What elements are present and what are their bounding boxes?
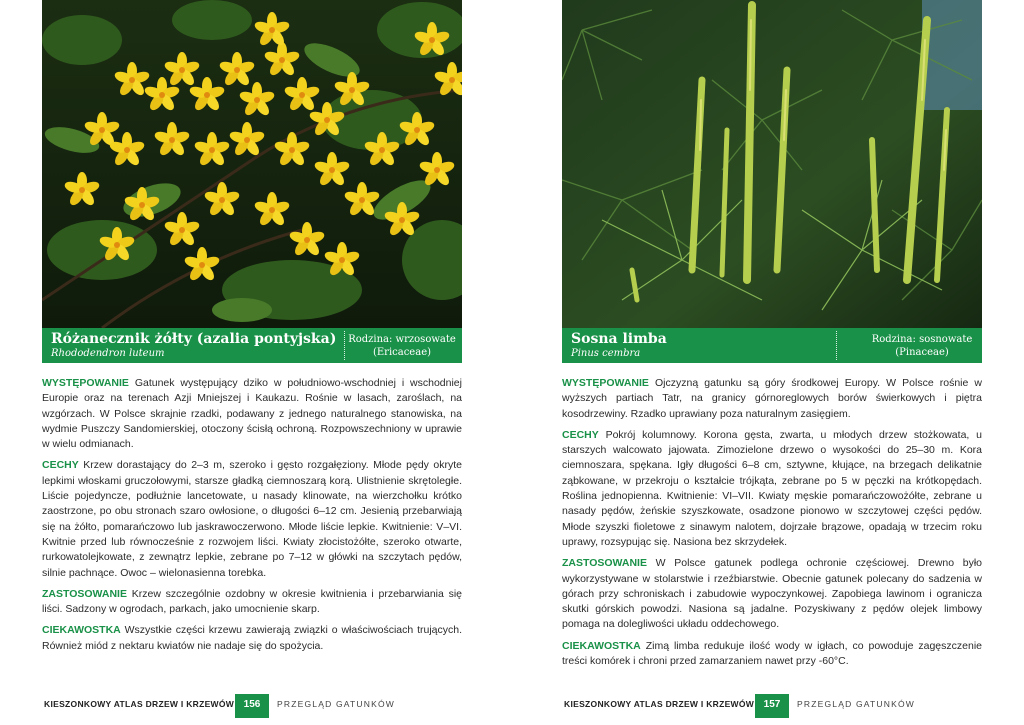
family-name: Rodzina: wrzosowate	[348, 334, 456, 345]
page-number: 157	[755, 694, 789, 718]
latin-name: Rhododendron luteum	[51, 348, 165, 359]
family-latin: (Ericaceae)	[372, 347, 432, 358]
book-title: KIESZONKOWY ATLAS DRZEW I KRZEWÓW	[44, 699, 235, 709]
section-text: Pokrój kolumnowy. Korona gęsta, zwarta, u młodych drzew stożkowata, u starszych walcowato jajowata. Zimozielone drzewo o wysokości do 25–30 m. Kora ciemnoszara, spękana. Igły długości 6–8 cm, sztywne, kłujące, na brzegach delikatnie ząbkowane, w przekroju o kształcie trójkąta, zebrane po 5 w pęczki na krótkopędach. Roślina jednopienna. Kwitnienie: VI–VII. Kwiaty męskie pomarańczowożółte, zebrane u nasady pędów, żeńskie szyszkowate, osadzone pionowo w szczytowej części pędów. Młode szyszki fioletowe z sinawym nalotem, dojrzałe brązowe, opadają w trzecim roku uprawy, rozsypując się. Nasiona bez skrzydełek.	[562, 428, 982, 548]
section-features	[42, 458, 462, 580]
family-name: Rodzina: sosnowate	[871, 334, 973, 345]
book-title: KIESZONKOWY ATLAS DRZEW I KRZEWÓW	[564, 699, 755, 709]
section-heading: ZASTOSOWANIE	[562, 557, 647, 570]
section-use	[42, 587, 462, 618]
section-features	[562, 428, 982, 550]
banner-divider	[344, 331, 345, 360]
section-text: W Polsce gatunek podlega ochronie częściowej. Drewno było wykorzystywane w stolarstwie i rzeźbiarstwie. Obecnie gatunek polecany do sadzenia w górach przy schroniskach i zabudowie wypoczynkowej. Zapobiega lawinom i ogranicza skutki górskich powodzi. Nasiona są jadalne. Pozyskiwany z pędów olejek limbowy pomaga na dolegliwości układu oddechowego.	[562, 557, 982, 631]
section-use	[562, 556, 982, 632]
section-curiosity	[42, 623, 462, 654]
page-number: 156	[235, 694, 269, 718]
section-heading: CIEKAWOSTKA	[562, 639, 641, 652]
section-text: Zimą limba redukuje ilość wody w igłach, co powoduje zagęszczenie treści komórek i chroni przed zamarzaniem nawet przy -60°C.	[562, 639, 982, 668]
family-latin: (Pinaceae)	[895, 347, 949, 358]
pine-photo	[562, 0, 982, 328]
species-name: Różanecznik żółty (azalia pontyjska)	[51, 331, 337, 347]
section-title: PRZEGLĄD GATUNKÓW	[797, 699, 916, 709]
species-name: Sosna limba	[571, 331, 667, 347]
section-heading: ZASTOSOWANIE	[42, 587, 127, 600]
section-heading: CECHY	[42, 459, 79, 472]
section-heading: WYSTĘPOWANIE	[42, 377, 129, 389]
section-text: Wszystkie części krzewu zawierają związki o właściwościach trujących. Również miód z nektaru kwiatów nie nadaje się do spożycia.	[42, 624, 462, 652]
section-heading: CECHY	[562, 428, 599, 441]
section-occurrence	[42, 376, 462, 452]
section-curiosity	[562, 639, 982, 670]
azalea-photo	[42, 0, 462, 328]
section-heading: WYSTĘPOWANIE	[562, 377, 649, 389]
family-label	[348, 333, 456, 359]
species-banner	[42, 328, 462, 363]
right-page	[512, 0, 1024, 725]
latin-name: Pinus cembra	[571, 348, 641, 359]
section-occurrence	[562, 376, 982, 422]
family-label	[868, 333, 976, 359]
section-text: Gatunek występujący dziko w południowo-wschodniej i wschodniej Europie oraz na terenach Azji Mniejszej i Kaukazu. Rośnie w lasach, zaroślach, na wzgórzach. W Polsce skrajnie rzadki, podawany z jednego naturalnego stanowiska, na wydmie Puszczy Sandomierskiej, otoczony ścisłą ochroną. Rozpowszechniony w uprawie w wielu odmianach.	[42, 377, 462, 451]
section-text: Ojczyzną gatunku są góry środkowej Europy. W Polsce rośnie w wyższych partiach Tatr, na granicy górnoreglowych borów świerkowych i piętra kosodrzewiny. Rzadko uprawiany poza naturalnym zasięgiem.	[562, 377, 982, 420]
section-text: Krzew dorastający do 2–3 m, szeroko i gęsto rozgałęziony. Młode pędy okryte lepkimi włoskami gruczołowymi, starsze gładką ciemnoszarą korą. Ulistnienie skrętoległe. Liście pojedyncze, podłużnie lancetowate, u nasady klinowate, na wierzchołku krótko zaostrzone, po obu stronach szaro owłosione, o długości 6–12 cm. Jesienią przebarwiają się na żółto, pomarańczowo lub jaskrawoczerwono. Młode liście lepkie. Kwitnienie: V–VI. Kwitnie przed lub równocześnie z rozwojem liści. Kwiaty złocistożółte, szeroko otwarte, rurkowatolejkowate, z zewnątrz lepkie, zebrane po 7–12 w główki na szczytach pędów, silnie pachnące. Owoc – wielonasienna torebka.	[42, 459, 463, 579]
banner-divider	[836, 331, 837, 360]
section-title: PRZEGLĄD GATUNKÓW	[277, 699, 396, 709]
section-heading: CIEKAWOSTKA	[42, 624, 121, 637]
section-text: Krzew szczególnie ozdobny w okresie kwitnienia i przebarwiania się liści. Sadzony w ogrodach, parkach, jako umocnienie skarp.	[42, 587, 463, 616]
species-description	[562, 376, 982, 675]
species-description	[42, 376, 462, 660]
page-footer	[562, 694, 982, 718]
page-footer	[42, 694, 462, 718]
species-banner	[562, 328, 982, 363]
